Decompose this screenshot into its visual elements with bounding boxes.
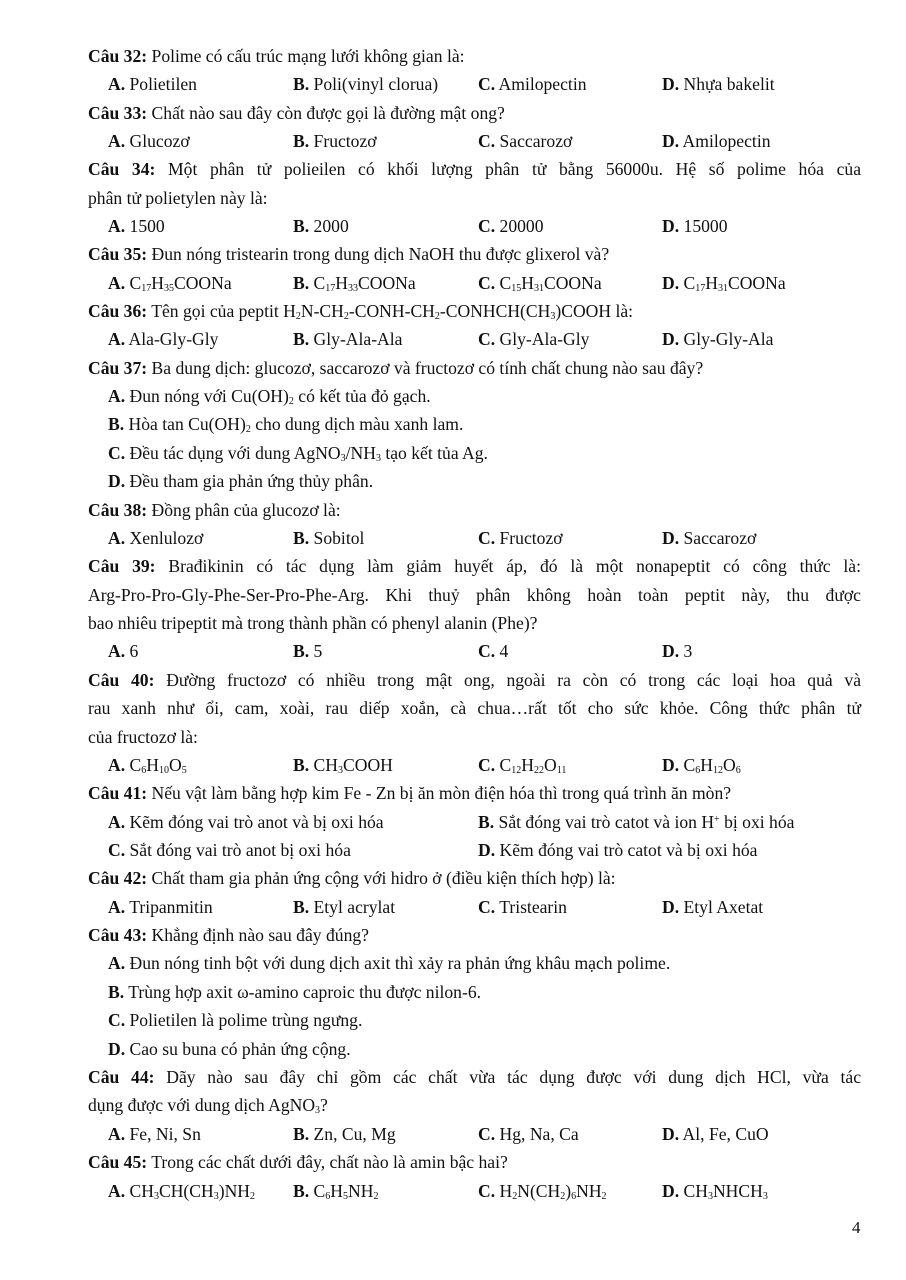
page-number: 4 [852, 1218, 861, 1237]
question-text: Tên gọi của peptit $H_2N-CH_2-CONH-CH_2-CONHCH(CH_3)COOH$ là: [151, 301, 634, 322]
option-d: D. Etyl Axetat [662, 897, 764, 917]
question-text: Khẳng định nào sau đây đúng? [151, 925, 369, 945]
option-c: C. Đều tác dụng với dung $AgNO_3/NH_3$ tạo kết tủa Ag. [108, 443, 488, 464]
question-text-continued: dụng được với dung dịch AgNO$_3$? [88, 1095, 328, 1116]
question-text: Đường fructozơ có nhiều trong mật ong, ngoài ra còn có trong các loại hoa quả và [166, 670, 862, 690]
question-40 [88, 669, 861, 691]
question-label: Câu 33: [88, 103, 148, 123]
question-text-continued: của fructozơ là: [88, 727, 198, 747]
question-35 [88, 243, 609, 265]
question-41 [88, 782, 731, 804]
option-b: B. Poli(vinyl clorua) [293, 74, 439, 94]
option-d: D. $CH_3NHCH_3$ [662, 1181, 768, 1202]
question-38 [88, 499, 341, 521]
question-text: Trong các chất dưới đây, chất nào là amin bậc hai? [151, 1152, 508, 1172]
option-c: C. Amilopectin [478, 74, 587, 94]
option-a: A. 6 [108, 641, 139, 661]
option-c: C. Tristearin [478, 897, 567, 917]
option-d: D. Cao su buna có phản ứng cộng. [108, 1039, 351, 1059]
option-d: D. Kẽm đóng vai trò catot và bị oxi hóa [478, 840, 758, 860]
option-b: B. Gly-Ala-Ala [293, 329, 403, 349]
question-text: Đồng phân của glucozơ là: [151, 500, 341, 520]
question-text: Dãy nào sau đây chỉ gồm các chất vừa tác dụng được với dung dịch HCl, vừa tác [166, 1067, 862, 1087]
option-a: A. $C_{17}H_{35}COONa$ [108, 273, 232, 294]
option-a: A. Polietilen [108, 74, 197, 94]
option-b: B. Sobitol [293, 528, 365, 548]
option-a: A. Xenlulozơ [108, 528, 204, 548]
option-a: A. Kẽm đóng vai trò anot và bị oxi hóa [108, 812, 384, 832]
option-c: C. 20000 [478, 216, 544, 236]
option-b: B. 2000 [293, 216, 349, 236]
option-d: D. Gly-Gly-Ala [662, 329, 774, 349]
question-42 [88, 867, 616, 889]
question-45 [88, 1151, 508, 1173]
question-label: Câu 34: [88, 159, 156, 179]
option-c: C. Polietilen là polime trùng ngưng. [108, 1010, 363, 1030]
option-d: D. 3 [662, 641, 693, 661]
question-34 [88, 158, 861, 180]
question-33 [88, 102, 505, 124]
option-b: B. Zn, Cu, Mg [293, 1124, 396, 1144]
question-36 [88, 300, 633, 322]
question-text-continued: Arg-Pro-Pro-Gly-Phe-Ser-Pro-Phe-Arg. Khi thuỷ phân không hoàn toàn peptit này, thu được [88, 585, 861, 605]
option-b: B. $CH_3COOH$ [293, 755, 393, 776]
question-text: Ba dung dịch: glucozơ, saccarozơ và fructozơ có tính chất chung nào sau đây? [151, 358, 704, 378]
question-text: Chất tham gia phản ứng cộng với hidro ở (điều kiện thích hợp) là: [151, 868, 616, 888]
question-43 [88, 924, 369, 946]
question-text: Nếu vật làm bằng hợp kim Fe - Zn bị ăn mòn điện hóa thì trong quá trình ăn mòn? [151, 783, 732, 803]
question-text: Một phân tử polieilen có khối lượng phân tử bằng 56000u. Hệ số polime hóa của [168, 159, 861, 179]
option-b: B. Etyl acrylat [293, 897, 396, 917]
option-b: B. 5 [293, 641, 323, 661]
question-label: Câu 37: [88, 358, 148, 378]
option-a: A. $CH_3CH(CH_3)NH_2$ [108, 1181, 255, 1202]
question-44 [88, 1066, 861, 1088]
option-b: B. Trùng hợp axit ω-amino caproic thu được nilon-6. [108, 982, 482, 1002]
question-label: Câu 36: [88, 301, 148, 321]
option-a: A. Đun nóng với $Cu(OH)_2$ có kết tủa đỏ gạch. [108, 386, 431, 407]
question-text: Đun nóng tristearin trong dung dịch NaOH thu được glixerol và? [151, 244, 610, 264]
question-label: Câu 38: [88, 500, 148, 520]
option-d: D. $C_6H_{12}O_6$ [662, 755, 741, 776]
question-label: Câu 44: [88, 1067, 155, 1087]
option-c: C. 4 [478, 641, 509, 661]
question-label: Câu 35: [88, 244, 148, 264]
option-b: B. Sắt đóng vai trò catot và ion H+ bị oxi hóa [478, 812, 795, 832]
question-text-continued: bao nhiêu tripeptit mà trong thành phần có phenyl alanin (Phe)? [88, 613, 538, 633]
question-label: Câu 45: [88, 1152, 148, 1172]
option-d: D. Amilopectin [662, 131, 771, 151]
question-label: Câu 40: [88, 670, 155, 690]
question-37 [88, 357, 703, 379]
question-text: Chất nào sau đây còn được gọi là đường mật ong? [151, 103, 505, 123]
question-text: Polime có cấu trúc mạng lưới không gian là: [151, 46, 465, 66]
option-b: B. Hòa $\tan Cu(OH)_2$ cho dung dịch màu xanh lam. [108, 414, 464, 435]
question-label: Câu 42: [88, 868, 148, 888]
option-d: D. Nhựa bakelit [662, 74, 775, 94]
option-a: A. Tripanmitin [108, 897, 213, 917]
option-a: A. Ala-Gly-Gly [108, 329, 219, 349]
question-text-continued: phân tử polietylen này là: [88, 188, 268, 208]
option-c: C. Gly-Ala-Gly [478, 329, 590, 349]
option-d: D. 15000 [662, 216, 728, 236]
question-39 [88, 555, 861, 577]
option-d: D. Đều tham gia phản ứng thủy phân. [108, 471, 374, 491]
option-c: C. $C_{12}H_{22}O_{11}$ [478, 755, 567, 776]
question-label: Câu 41: [88, 783, 148, 803]
option-d: D. Al, Fe, CuO [662, 1124, 769, 1144]
option-c: C. Fructozơ [478, 528, 563, 548]
option-c: C. $H_2N(CH_2)_6NH_2$ [478, 1181, 607, 1202]
question-label: Câu 39: [88, 556, 156, 576]
option-b: B. $C_6H_5NH_2$ [293, 1181, 379, 1202]
option-b: B. $C_{17}H_{33}COONa$ [293, 273, 416, 294]
option-a: A. $C_6H_{10}O_5$ [108, 755, 187, 776]
option-c: C. Saccarozơ [478, 131, 573, 151]
question-label: Câu 32: [88, 46, 148, 66]
option-d: D. Saccarozơ [662, 528, 757, 548]
option-a: A. 1500 [108, 216, 165, 236]
question-text: Brađikinin có tác dụng làm giảm huyết áp, đó là một nonapeptit có công thức là: [168, 556, 861, 576]
option-d: D. $C_{17}H_{31}COONa$ [662, 273, 786, 294]
option-c: C. Sắt đóng vai trò anot bị oxi hóa [108, 840, 351, 860]
option-a: A. Đun nóng tinh bột với dung dịch axit thì xảy ra phản ứng khâu mạch polime. [108, 953, 671, 973]
option-a: A. Glucozơ [108, 131, 190, 151]
question-32 [88, 45, 465, 67]
option-a: A. Fe, Ni, Sn [108, 1124, 201, 1144]
question-text-continued: rau xanh như ổi, cam, xoài, rau diếp xoắn, cà chua…rất tốt cho sức khỏe. Công thức phân tử [88, 698, 861, 718]
option-c: C. Hg, Na, Ca [478, 1124, 579, 1144]
option-b: B. Fructozơ [293, 131, 377, 151]
question-label: Câu 43: [88, 925, 148, 945]
option-c: C. $C_{15}H_{31}COONa$ [478, 273, 602, 294]
